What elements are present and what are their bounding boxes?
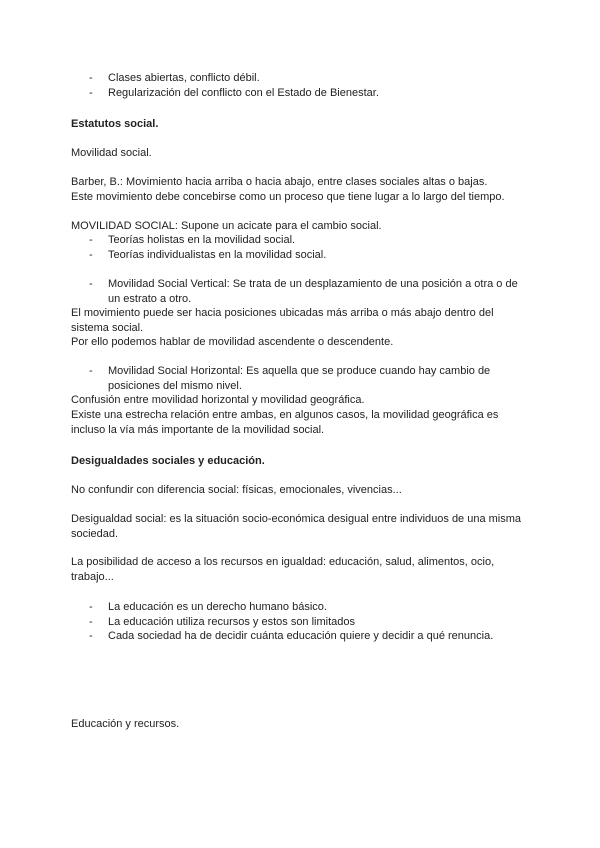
- paragraph-barber-process: Este movimiento debe concebirse como un proceso que tiene lugar a lo largo del tiempo.: [71, 191, 505, 203]
- paragraph-educacion-recursos: Educación y recursos.: [71, 718, 180, 730]
- bullet-dash: -: [89, 249, 93, 261]
- list-item-text: Movilidad Social Horizontal: Es aquella que se produce cuando hay cambio de posiciones del mismo nivel.: [108, 365, 491, 392]
- bullet-dash: -: [89, 278, 93, 290]
- list-item: [89, 629, 529, 644]
- paragraph-barber-definition: Barber, B.: Movimiento hacia arriba o hacia abajo, entre clases sociales altas o bajas.: [71, 176, 488, 188]
- bullet-dash: -: [89, 365, 93, 377]
- section-heading-estatutos: Estatutos social.: [71, 118, 159, 130]
- bullet-dash: -: [89, 234, 93, 246]
- list-item-text: La educación utiliza recursos y estos son limitados: [108, 616, 356, 628]
- list-item-text: La educación es un derecho humano básico.: [108, 601, 327, 613]
- paragraph-no-confundir: No confundir con diferencia social: físicas, emocionales, vivencias...: [71, 484, 402, 496]
- list-item: [89, 600, 529, 615]
- bullet-dash: -: [89, 601, 93, 613]
- bullet-dash: -: [89, 87, 93, 99]
- list-item-horizontal: [89, 364, 529, 393]
- list-item: [89, 615, 529, 630]
- list-item-text: Teorías individualistas en la movilidad social.: [108, 249, 327, 261]
- paragraph-vertical-ascendente: Por ello podemos hablar de movilidad ascendente o descendente.: [71, 336, 394, 348]
- list-item-text: Cada sociedad ha de decidir cuánta educación quiere y decidir a qué renuncia.: [108, 630, 494, 642]
- list-item-text: Movilidad Social Vertical: Se trata de un desplazamiento de una posición a otra o de un estrato a otro.: [108, 278, 518, 305]
- paragraph-horizontal-confusion: Confusión entre movilidad horizontal y movilidad geográfica.: [71, 394, 365, 406]
- bullet-dash: -: [89, 616, 93, 628]
- paragraph-posibilidad-acceso: La posibilidad de acceso a los recursos en igualdad: educación, salud, alimentos, ocio, trabajo...: [71, 556, 495, 583]
- list-item: [89, 233, 529, 248]
- section-heading-desigualdades: Desigualdades sociales y educación.: [71, 455, 265, 467]
- list-item: [89, 71, 529, 86]
- bullet-dash: -: [89, 72, 93, 84]
- list-item-text: Teorías holistas en la movilidad social.: [108, 234, 296, 246]
- bullet-dash: -: [89, 630, 93, 642]
- list-item: [89, 86, 529, 101]
- paragraph-desigualdad-definition: Desigualdad social: es la situación socio-económica desigual entre individuos de una misma sociedad.: [71, 513, 522, 540]
- paragraph-vertical-movement: El movimiento puede ser hacia posiciones ubicadas más arriba o más abajo dentro del sistema social.: [71, 307, 494, 334]
- paragraph-horizontal-relation: Existe una estrecha relación entre ambas, en algunos casos, la movilidad geográfica es incluso la vía más importante de la movilidad social.: [71, 409, 499, 436]
- list-item: [89, 248, 529, 263]
- list-item-text: Regularización del conflicto con el Estado de Bienestar.: [108, 87, 379, 99]
- list-item-text: Clases abiertas, conflicto débil.: [108, 72, 260, 84]
- list-item-vertical: [89, 277, 529, 306]
- paragraph-movilidad-social: Movilidad social.: [71, 147, 152, 159]
- paragraph-movilidad-definition: MOVILIDAD SOCIAL: Supone un acicate para el cambio social.: [71, 220, 382, 232]
